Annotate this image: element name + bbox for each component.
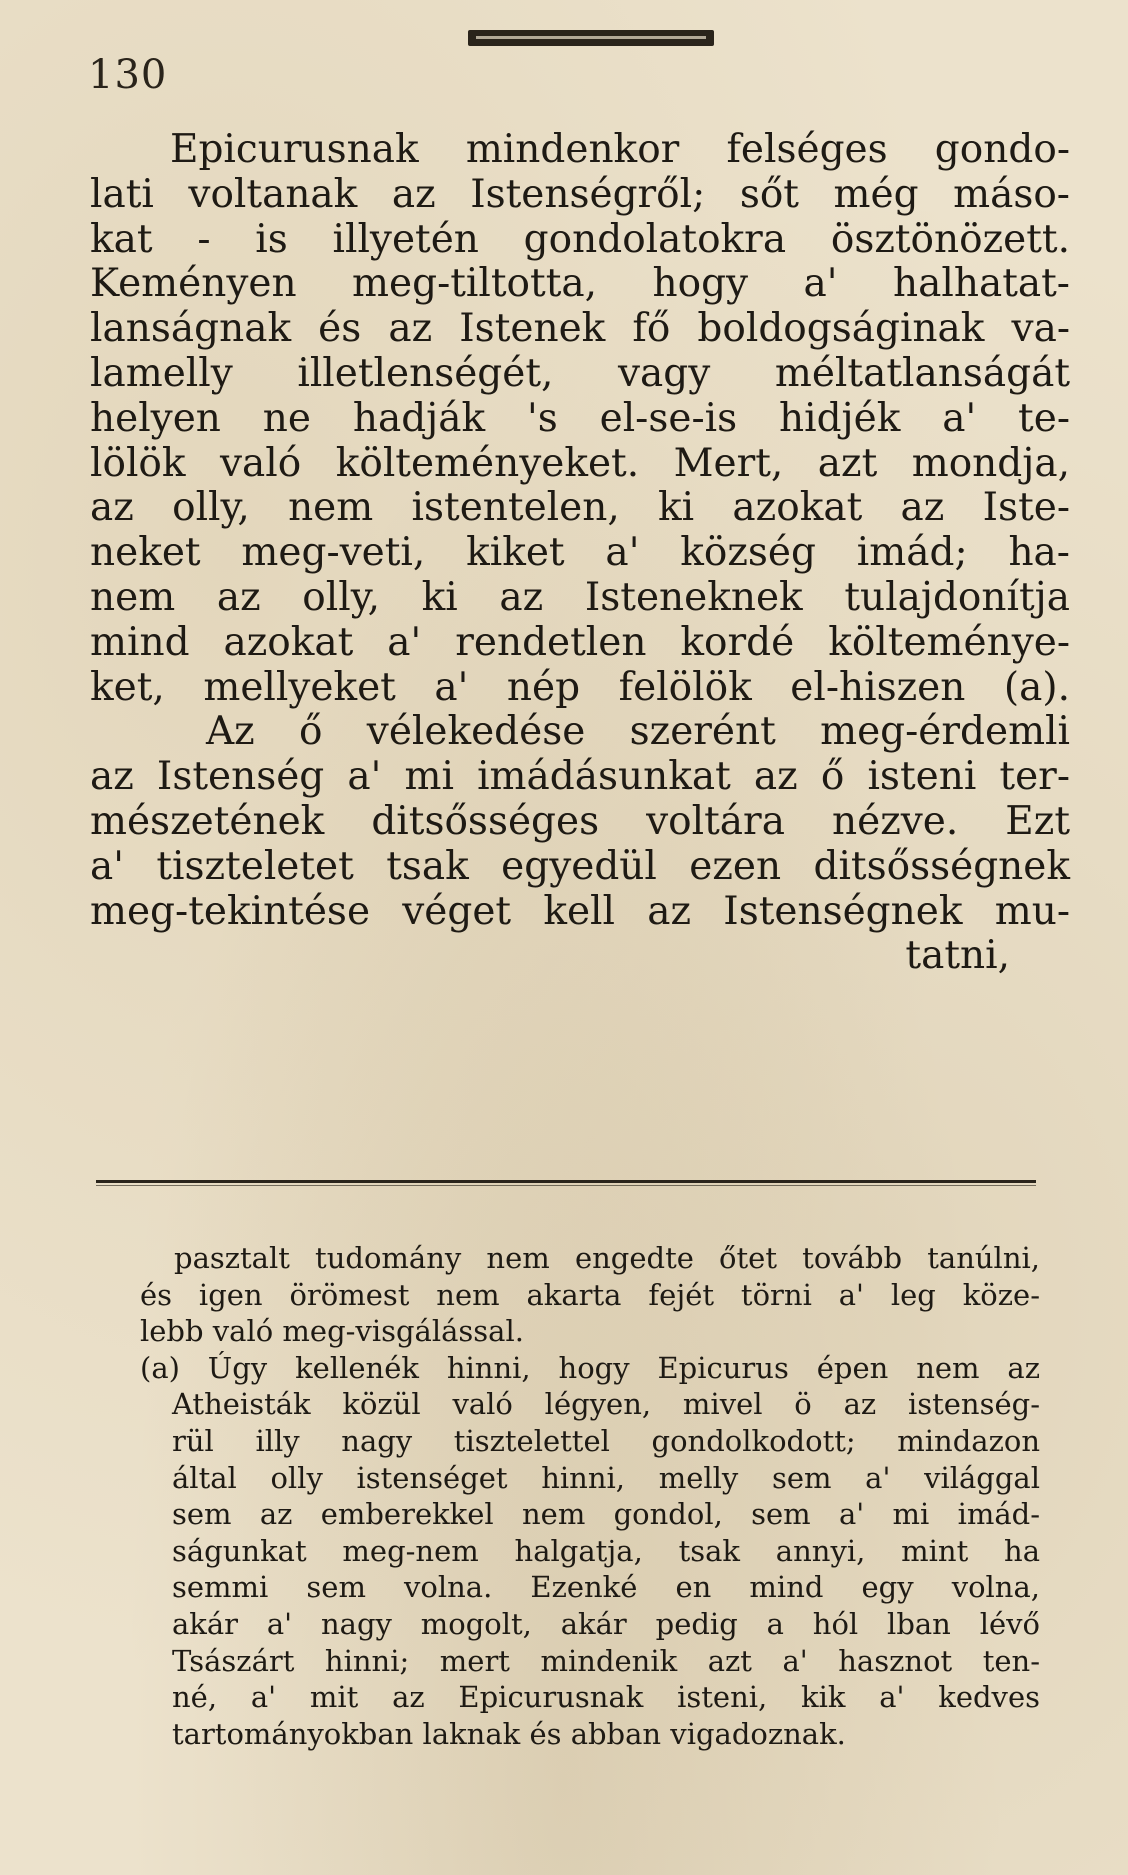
text-line: mind azokat a' rendetlen kordé költeménye- <box>90 619 1070 665</box>
text-line: neket meg-veti, kiket a' község imád; ha- <box>90 530 1070 576</box>
footnote-line: semmi sem volna. Ezenké en mind egy volna, <box>172 1570 1040 1605</box>
text-line: Epicurusnak mindenkor felséges gondo- <box>170 127 1070 172</box>
footnote-line: rül illy nagy tisztelettel gondolkodott; mindazon <box>172 1423 1040 1458</box>
footnotes <box>140 1240 1040 1752</box>
footnote-line: és igen örömest nem akarta fejét törni a' leg köze- <box>140 1277 1040 1312</box>
text-line: ket, mellyeket a' nép felölök el-hiszen (a). <box>90 664 1070 710</box>
text-line: az olly, nem istentelen, ki azokat az Iste- <box>90 485 1070 531</box>
footnote-rule <box>96 1180 1036 1183</box>
footnote-line: által olly istenséget hinni, melly sem a' világgal <box>172 1460 1040 1495</box>
text-line: Az ő vélekedése szerént meg-érdemli <box>206 709 1070 755</box>
footnote-line: pasztalt tudomány nem engedte őtet tovább tanúlni, <box>174 1241 1040 1275</box>
text-line: lölök való költeményeket. Mert, azt mondja, <box>90 440 1070 486</box>
text-line: kat - is illyetén gondolatokra ösztönözett. <box>90 216 1070 262</box>
footnote-line: tartományokban laknak és abban vigadoznak. <box>172 1716 846 1751</box>
text-line: meg-tekintése véget kell az Istenségnek mu- <box>90 888 1070 934</box>
text-line: a' tiszteletet tsak egyedül ezen ditsősségnek <box>90 843 1070 889</box>
text-line: helyen ne hadják 's el-se-is hidjék a' te- <box>90 395 1070 441</box>
header-rule <box>468 30 714 46</box>
text-line: lati voltanak az Istenségről; sőt még máso- <box>90 171 1070 217</box>
text-line: lanságnak és az Istenek fő boldogságinak va- <box>90 306 1070 352</box>
text-line: lamelly illetlenségét, vagy méltatlanságát <box>90 350 1070 396</box>
text-line: Keményen meg-tiltotta, hogy a' halhatat- <box>90 261 1070 307</box>
catchword: tatni, <box>905 933 1010 979</box>
footnote-line: Atheisták közül való légyen, mivel ö az istenség- <box>172 1387 1040 1422</box>
footnote-line: lebb való meg-visgálással. <box>140 1314 524 1349</box>
footnote-line: (a) Úgy kellenék hinni, hogy Epicurus épen nem az <box>140 1350 1040 1385</box>
footnote-line: Tsászárt hinni; mert mindenik azt a' hasznot ten- <box>172 1643 1040 1678</box>
main-text <box>90 128 1070 979</box>
text-line: mészetének ditsősséges voltára nézve. Ezt <box>90 798 1070 844</box>
footnote-line: né, a' mit az Epicurusnak isteni, kik a' kedves <box>172 1680 1040 1715</box>
text-line: az Istenség a' mi imádásunkat az ő isteni ter- <box>90 754 1070 800</box>
text-line: nem az olly, ki az Isteneknek tulajdonítja <box>90 574 1070 620</box>
footnote-line: ságunkat meg-nem halgatja, tsak annyi, mint ha <box>172 1533 1040 1568</box>
footnote-line: sem az emberekkel nem gondol, sem a' mi imád- <box>172 1497 1040 1532</box>
page-number: 130 <box>88 52 168 98</box>
footnote-line: akár a' nagy mogolt, akár pedig a hól lban lévő <box>172 1606 1040 1641</box>
